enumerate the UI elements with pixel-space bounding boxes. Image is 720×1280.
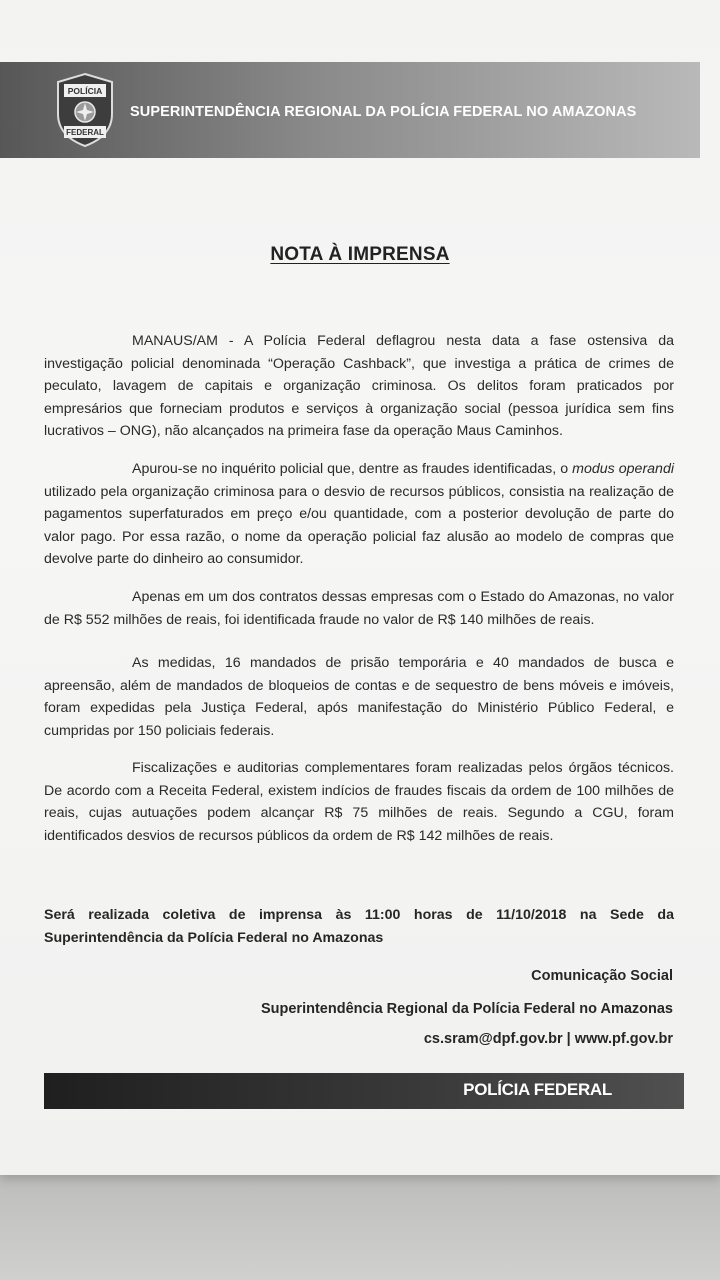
paragraph-2 [44,458,674,571]
signature-department: Comunicação Social [531,968,673,984]
document-title: NOTA À IMPRENSA [270,244,450,265]
paragraph-2-italic: modus operandi [572,461,674,477]
paragraph-2-start: Apurou-se no inquérito policial que, dentre as fraudes identificadas, o [132,461,573,477]
signature-contact: cs.sram@dpf.gov.br | www.pf.gov.br [423,1031,673,1047]
press-conference-notice: Será realizada coletiva de imprensa às 11:00 horas de 11/10/2018 na Sede da Superintendência da Polícia Federal no Amazonas [44,907,674,946]
badge-top-text: POLÍCIA [67,86,103,96]
badge-bottom-text: FEDERAL [66,128,104,137]
paper-stack-edge [0,1175,720,1280]
signature-organization: Superintendência Regional da Polícia Federal no Amazonas [260,1001,673,1017]
paragraph-5: Fiscalizações e auditorias complementares foram realizadas pelos órgãos técnicos. De acordo com a Receita Federal, existem indícios de fraudes fiscais da ordem de 100 milhões de reais, cujas autuações podem alcançar R$ 75 milhões de reais. Segundo a CGU, foram identificados desvios de recursos públicos da ordem de R$ 142 milhões de reais. [44,760,674,844]
header-title: SUPERINTENDÊNCIA REGIONAL DA POLÍCIA FEDERAL NO AMAZONAS [130,104,637,120]
paragraph-3: Apenas em um dos contratos dessas empresas com o Estado do Amazonas, no valor de R$ 552 milhões de reais, foi identificada fraude no valor de R$ 140 milhões de reais. [44,589,674,628]
paragraph-1: MANAUS/AM - A Polícia Federal deflagrou nesta data a fase ostensiva da investigação policial denominada “Operação Cashback”, que investiga a prática de crimes de peculato, lavagem de capitais e organização criminosa. Os delitos foram praticados por empresários que forneciam produtos e serviços à organização social (pessoa jurídica sem fins lucrativos – ONG), não alcançados na primeira fase da operação Maus Caminhos. [44,333,674,439]
paragraph-4: As medidas, 16 mandados de prisão temporária e 40 mandados de busca e apreensão, além de mandados de bloqueios de contas e de sequestro de bens móveis e imóveis, foram expedidas pela Justiça Federal, após manifestação do Ministério Público Federal, e cumpridas por 150 policiais federais. [44,655,674,739]
police-badge-icon [54,72,116,148]
paragraph-2-end: utilizado pela organização criminosa para o desvio de recursos públicos, consistia na realização de pagamentos superfaturados em preço e/ou quantidade, com a posterior devolução de parte do valor pago. Por essa razão, o nome da operação policial faz alusão ao modelo de compras que devolve parte do dinheiro ao consumidor. [44,483,674,567]
footer-brand: POLÍCIA FEDERAL [463,1080,612,1099]
